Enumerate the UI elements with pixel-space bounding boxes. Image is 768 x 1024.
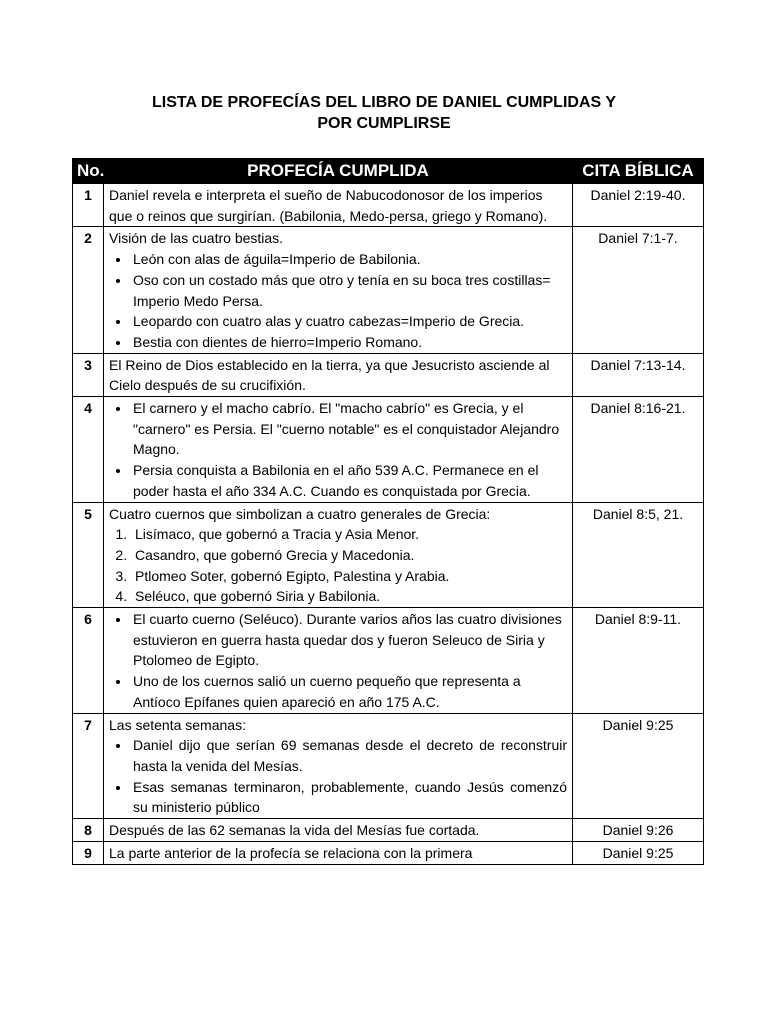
document-title [80, 92, 688, 134]
row-number: 9 [73, 841, 104, 864]
prophecy-text: El Reino de Dios establecido en la tierra, ya que Jesucristo asciende al Cielo después de su crucifixión. [104, 353, 573, 396]
row-number: 6 [73, 608, 104, 714]
list-item: 1. Lisímaco, que gobernó a Tracia y Asia Menor. [131, 524, 567, 545]
bible-citation: Daniel 9:25 [573, 841, 704, 864]
bible-citation: Daniel 7:13-14. [573, 353, 704, 396]
prophecy-intro: Cuatro cuernos que simbolizan a cuatro generales de Grecia: [109, 505, 491, 522]
numbered-list [109, 524, 567, 607]
list-item: • Bestia con dientes de hierro=Imperio Romano. [131, 332, 567, 353]
prophecy-cell [104, 608, 573, 714]
list-item: • El cuarto cuerno (Seléuco). Durante varios años las cuatro divisiones estuvieron en guerra hasta quedar dos y fueron Seleuco de Siria y Ptolomeo de Egipto. [131, 609, 567, 671]
list-item: • El carnero y el macho cabrío. El "macho cabrío" es Grecia, y el "carnero" es Persia. El "cuerno notable" es el conquistador Alejandro Magno. [131, 398, 567, 460]
title-line-2: POR CUMPLIRSE [317, 115, 451, 132]
row-number: 8 [73, 819, 104, 842]
bullet-list [109, 249, 567, 353]
row-number: 4 [73, 397, 104, 503]
prophecy-text: Después de las 62 semanas la vida del Mesías fue cortada. [104, 819, 573, 842]
list-item: • Leopardo con cuatro alas y cuatro cabezas=Imperio de Grecia. [131, 311, 567, 332]
bible-citation: Daniel 8:9-11. [573, 608, 704, 714]
list-item: • León con alas de águila=Imperio de Babilonia. [131, 249, 567, 270]
table-row [73, 227, 704, 353]
table-header-row [73, 159, 704, 184]
row-number: 5 [73, 502, 104, 608]
table-row [73, 608, 704, 714]
bible-citation: Daniel 2:19-40. [573, 184, 704, 227]
list-item: • Daniel dijo que serían 69 semanas desde el decreto de reconstruir hasta la venida del Mesías. [131, 735, 567, 776]
prophecy-intro: Visión de las cuatro bestias. [109, 230, 284, 247]
bullet-list [109, 735, 567, 818]
prophecy-text: Daniel revela e interpreta el sueño de Nabucodonosor de los imperios que o reinos que surgirían. (Babilonia, Medo-persa, griego y Romano). [104, 184, 573, 227]
table-row [73, 841, 704, 864]
prophecy-cell [104, 502, 573, 608]
header-no: No. [73, 159, 104, 184]
prophecy-cell [104, 713, 573, 819]
bible-citation: Daniel 9:26 [573, 819, 704, 842]
table-row [73, 502, 704, 608]
title-line-1: LISTA DE PROFECÍAS DEL LIBRO DE DANIEL CUMPLIDAS Y [151, 94, 617, 111]
bible-citation: Daniel 8:5, 21. [573, 502, 704, 608]
row-number: 2 [73, 227, 104, 353]
row-number: 3 [73, 353, 104, 396]
table-row [73, 713, 704, 819]
bullet-list [109, 398, 567, 502]
bullet-list [109, 609, 567, 713]
prophecy-cell [104, 227, 573, 353]
bible-citation: Daniel 8:16-21. [573, 397, 704, 503]
list-item: • Esas semanas terminaron, probablemente, cuando Jesús comenzó su ministerio público [131, 777, 567, 818]
table-row [73, 184, 704, 227]
list-item: 4. Seléuco, que gobernó Siria y Babilonia. [131, 586, 567, 607]
bible-citation: Daniel 7:1-7. [573, 227, 704, 353]
table-row [73, 353, 704, 396]
list-item: • Uno de los cuernos salió un cuerno pequeño que representa a Antíoco Epífanes quien apareció en año 175 A.C. [131, 671, 567, 712]
list-item: 2. Casandro, que gobernó Grecia y Macedonia. [131, 545, 567, 566]
list-item: • Persia conquista a Babilonia en el año 539 A.C. Permanece en el poder hasta el año 334 A.C. Cuando es conquistada por Grecia. [131, 460, 567, 501]
header-cita: CITA BÍBLICA [573, 159, 704, 184]
table-row [73, 397, 704, 503]
list-item: 3. Ptlomeo Soter, gobernó Egipto, Palestina y Arabia. [131, 566, 567, 587]
table-row [73, 819, 704, 842]
row-number: 1 [73, 184, 104, 227]
prophecy-intro: Las setenta semanas: [109, 716, 246, 733]
header-profecia: PROFECÍA CUMPLIDA [104, 159, 573, 184]
list-item: • Oso con un costado más que otro y tenía en su boca tres costillas= Imperio Medo Persa. [131, 270, 567, 311]
prophecy-text: La parte anterior de la profecía se relaciona con la primera [104, 841, 573, 864]
prophecy-cell [104, 397, 573, 503]
prophecy-table [72, 158, 704, 865]
bible-citation: Daniel 9:25 [573, 713, 704, 819]
row-number: 7 [73, 713, 104, 819]
